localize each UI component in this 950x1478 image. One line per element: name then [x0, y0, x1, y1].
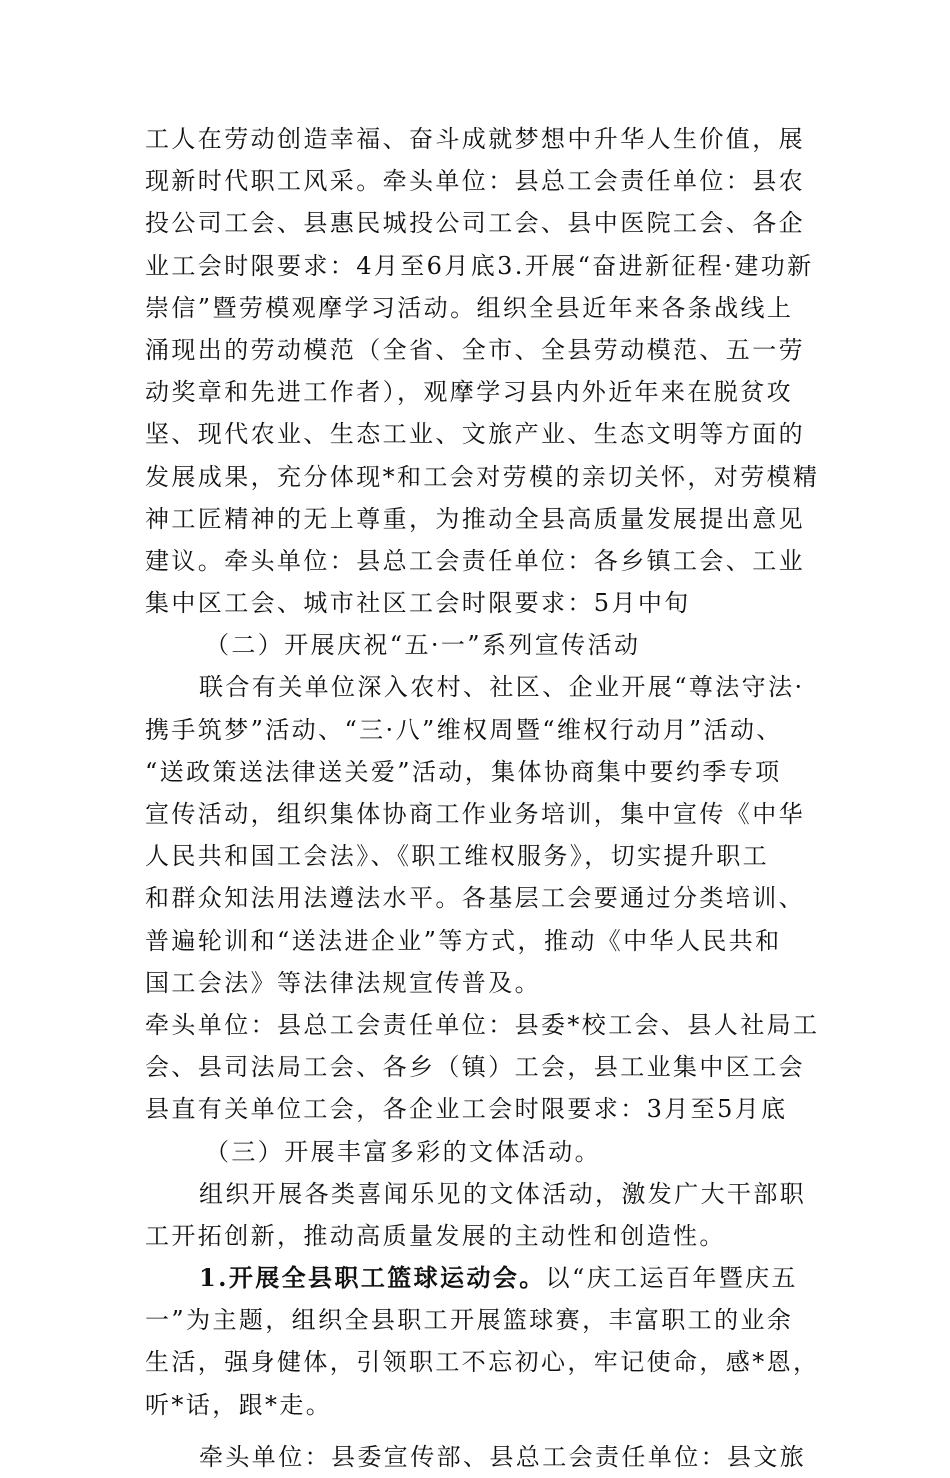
section-heading-2: （二）开展庆祝“五·一”系列宣传活动 — [205, 631, 641, 660]
body-line: 涌现出的劳动模范（全省、全市、全县劳动模范、五一劳 — [145, 335, 805, 364]
body-line: 普遍轮训和“送法进企业”等方式，推动《中华人民共和 — [145, 926, 782, 955]
item-1-rest: 以“庆工运百年暨庆五 — [545, 1264, 798, 1293]
section-heading-3: （三）开展丰富多彩的文体活动。 — [205, 1137, 601, 1166]
body-line: 业工会时限要求：4月至6月底3.开展“奋进新征程·建功新 — [145, 251, 814, 280]
body-line: 投公司工会、县惠民城投公司工会、县中医院工会、各企 — [145, 209, 805, 238]
body-line: 神工匠精神的无上尊重，为推动全县高质量发展提出意见 — [145, 504, 805, 533]
body-line: 国工会法》等法律法规宣传普及。 — [145, 968, 541, 997]
body-line: 县直有关单位工会，各企业工会时限要求：3月至5月底 — [145, 1095, 788, 1124]
body-line: 组织开展各类喜闻乐见的文体活动，激发广大干部职 — [199, 1179, 807, 1208]
body-line: 听*话，跟*走。 — [145, 1390, 333, 1419]
body-line: 生活，强身健体，引领职工不忘初心，牢记使命，感*恩， — [145, 1348, 820, 1377]
body-line: 集中区工会、城市社区工会时限要求：5月中旬 — [145, 589, 691, 618]
body-line: 牵头单位：县委宣传部、县总工会责任单位：县文旅 — [199, 1442, 807, 1471]
body-line: 一”为主题，组织全县职工开展篮球赛，丰富职工的业余 — [145, 1306, 794, 1335]
body-line: 牵头单位：县总工会责任单位：县委*校工会、县人社局工 — [145, 1010, 820, 1039]
body-line: 坚、现代农业、生态工业、文旅产业、生态文明等方面的 — [145, 420, 805, 449]
body-line: 会、县司法局工会、各乡（镇）工会，县工业集中区工会 — [145, 1053, 805, 1082]
body-line: 崇信”暨劳模观摩学习活动。组织全县近年来各条战线上 — [145, 293, 794, 322]
body-line: 建议。牵头单位：县总工会责任单位：各乡镇工会、工业 — [145, 546, 805, 575]
document-page — [145, 118, 820, 1478]
body-line: 动奖章和先进工作者），观摩学习县内外近年来在脱贫攻 — [145, 378, 793, 407]
item-1-title: 1.开展全县职工篮球运动会。 — [199, 1263, 546, 1293]
body-line: 工人在劳动创造幸福、奋斗成就梦想中升华人生价值，展 — [145, 125, 805, 153]
body-line: 宣传活动，组织集体协商工作业务培训，集中宣传《中华 — [145, 800, 805, 828]
body-line: “送政策送法律送关爱”活动，集体协商集中要约季专项 — [145, 757, 782, 786]
body-line: 人民共和国工会法》、《职工维权服务》，切实提升职工 — [145, 842, 769, 871]
body-line: 工开拓创新，推动高质量发展的主动性和创造性。 — [145, 1221, 726, 1250]
item-1-line — [145, 1257, 810, 1299]
body-line: 现新时代职工风采。牵头单位：县总工会责任单位：县农 — [145, 167, 805, 196]
body-line: 发展成果，充分体现*和工会对劳模的亲切关怀，对劳模精 — [145, 462, 820, 491]
body-line: 和群众知法用法遵法水平。各基层工会要通过分类培训、 — [145, 884, 805, 913]
body-line: 联合有关单位深入农村、社区、企业开展“尊法守法· — [199, 673, 805, 702]
body-line: 携手筑梦”活动、“三·八”维权周暨“维权行动月”活动、 — [145, 715, 783, 744]
